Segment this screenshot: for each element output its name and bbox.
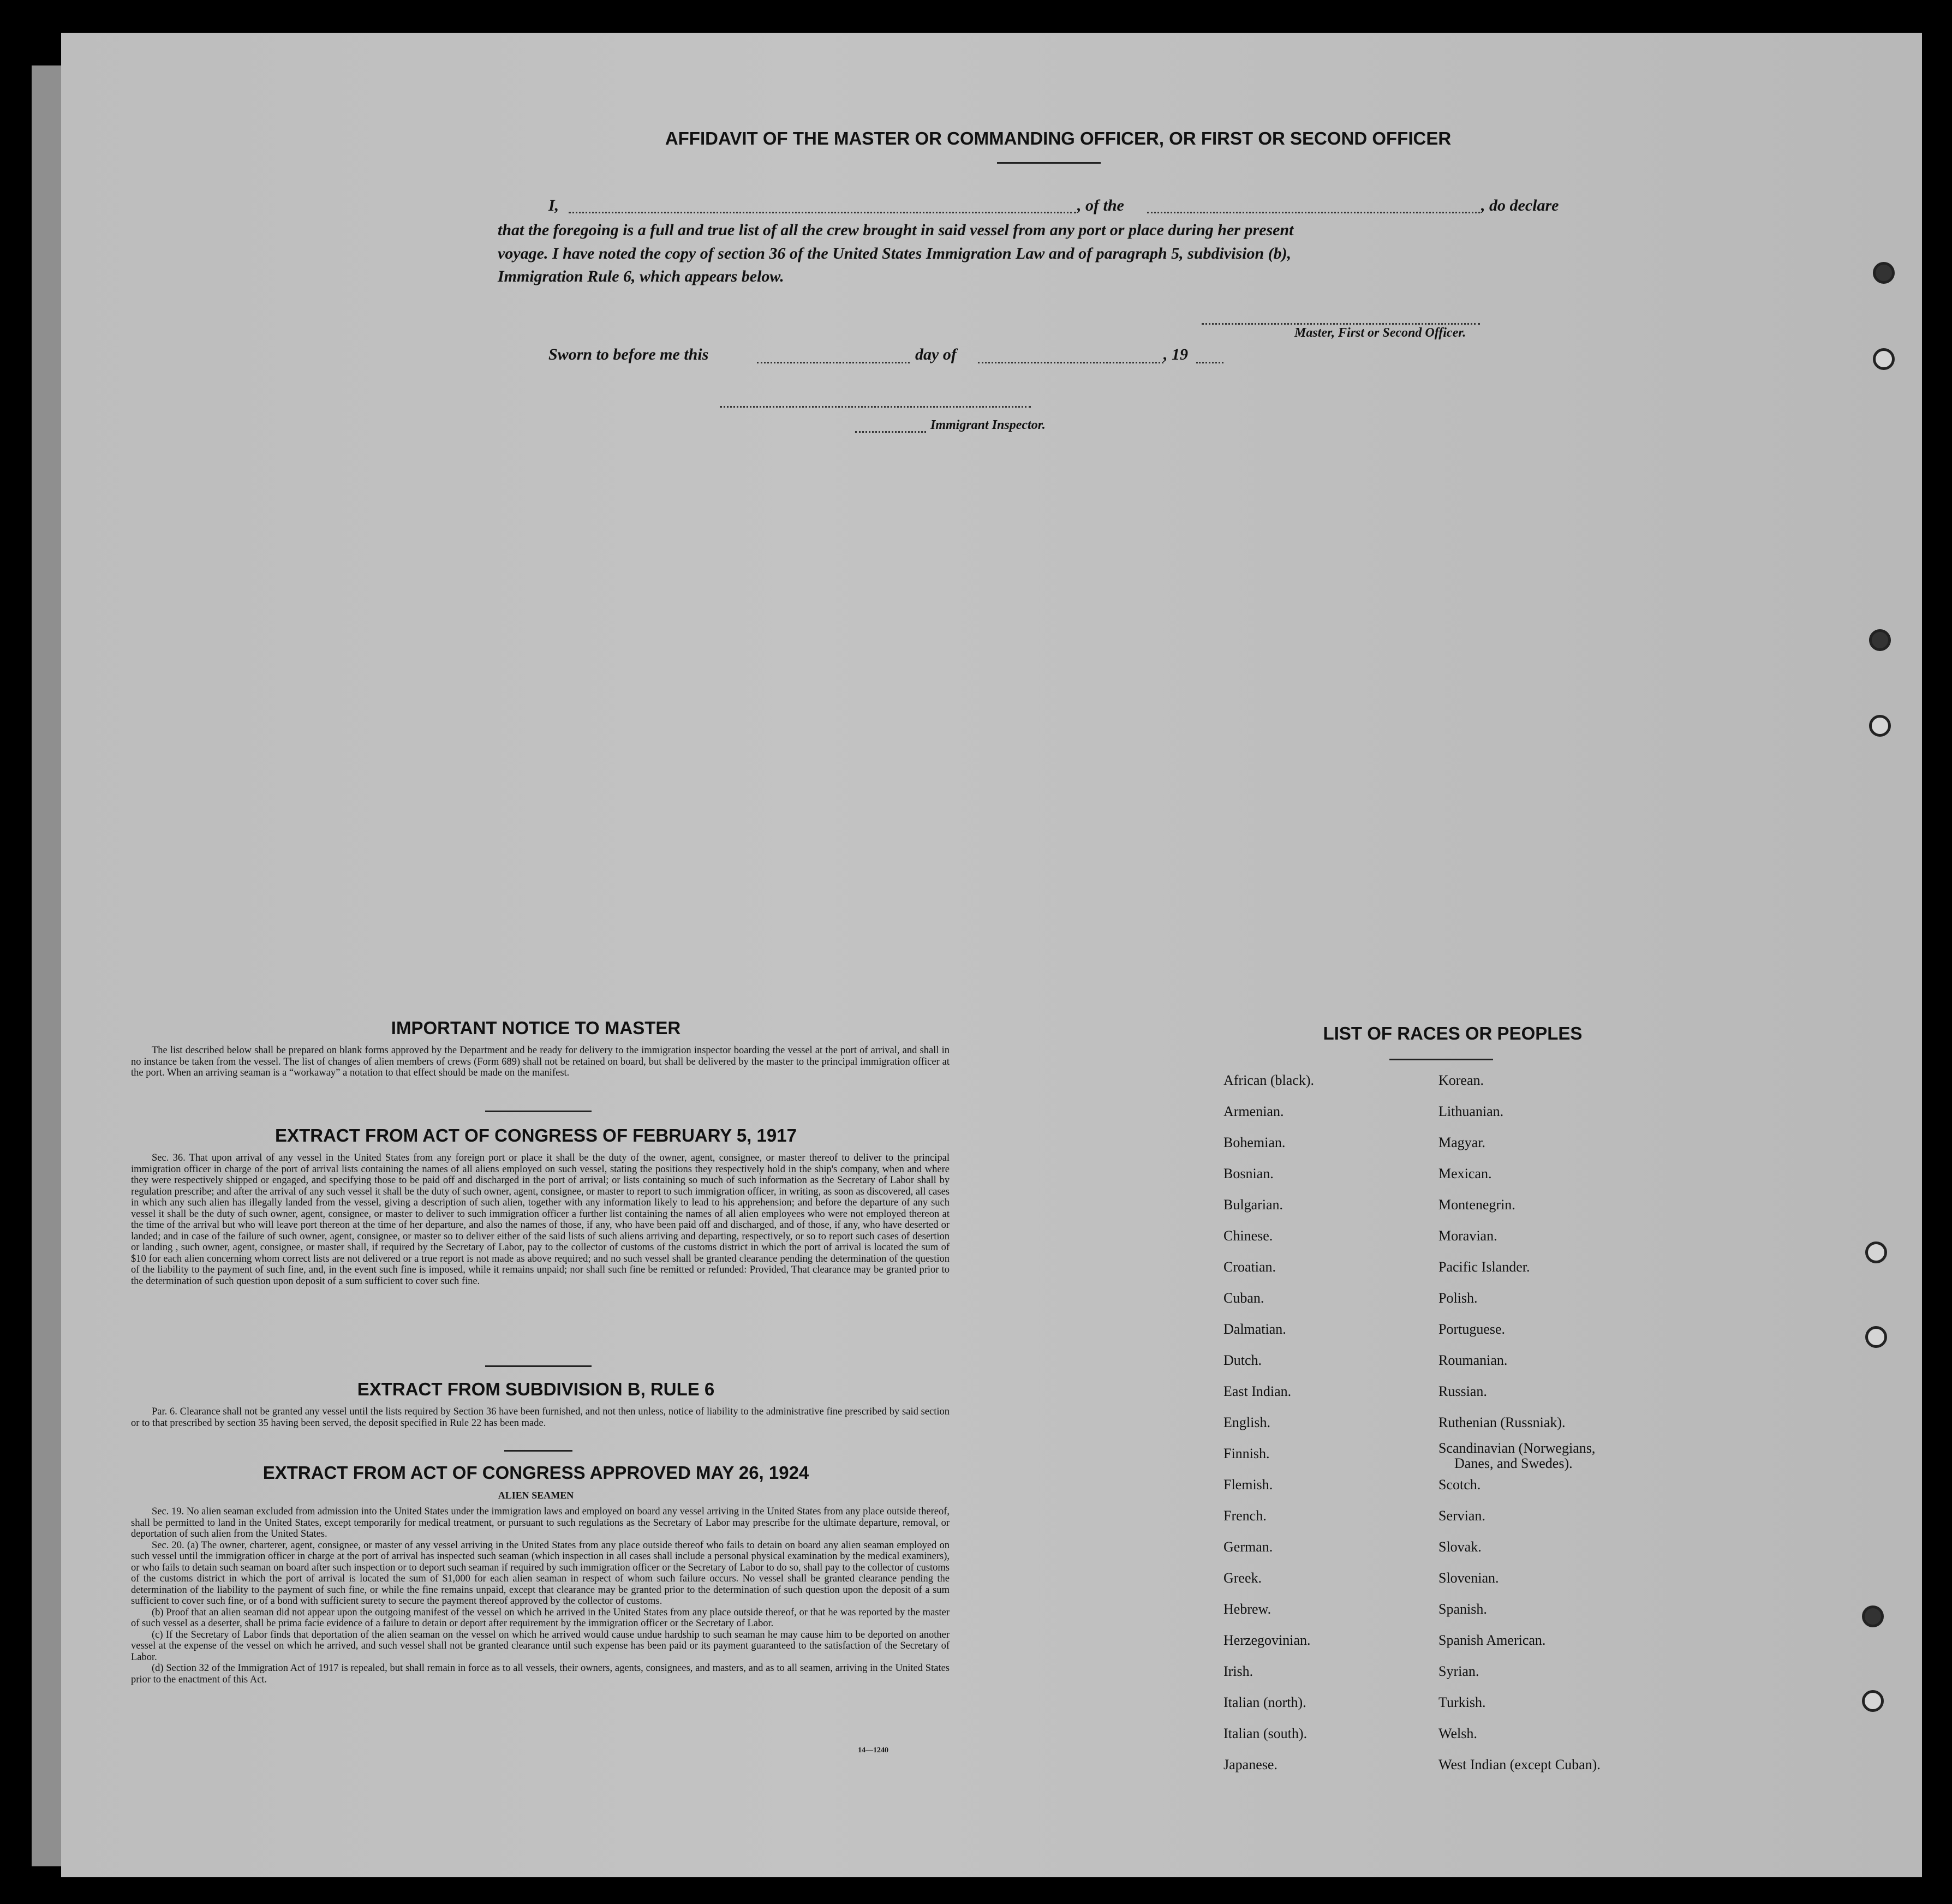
affidavit-line-2: voyage. I have noted the copy of section 36 of the United States Immigration Law and of paragraph 5, subdivision (b), xyxy=(498,244,1292,262)
race-item: Ruthenian (Russniak). xyxy=(1438,1414,1566,1430)
race-item: Korean. xyxy=(1438,1072,1484,1088)
race-item: Slovak. xyxy=(1438,1539,1482,1555)
race-item: Bulgarian. xyxy=(1223,1197,1284,1213)
race-item: East Indian. xyxy=(1223,1383,1292,1399)
page-edge-strip xyxy=(32,65,61,1866)
punch-hole xyxy=(1865,1326,1887,1348)
race-item: Servian. xyxy=(1438,1508,1485,1524)
punch-hole xyxy=(1869,629,1891,651)
notice-text xyxy=(131,1045,950,1079)
sec-20c-paragraph: (c) If the Secretary of Labor finds that deportation of the alien seaman on the vessel on which he arrived would cause undue hardship to such seaman he may cause him to be deported on another vessel at the expense of the vessel on which he arrived, and such vessel shall not be granted clearance until such expense has been paid or its payment guaranteed to the satisfaction of the Secretary of Labor. xyxy=(131,1629,950,1663)
extract-1917-divider xyxy=(485,1365,592,1367)
race-item: Japanese. xyxy=(1223,1757,1278,1772)
name-line[interactable] xyxy=(569,212,1076,213)
race-item: Chinese. xyxy=(1223,1228,1273,1244)
race-item: Dutch. xyxy=(1223,1352,1262,1368)
notice-paragraph: The list described below shall be prepared on blank forms approved by the Department and be ready for delivery to the immigration inspector boarding the vessel at the port of arrival, and shall in no instance be taken from the vessel. The list of changes of alien members of crews (Form 689) shall not be retained on board, but shall be delivered by the master to the principal immigration officer at the port. When an arriving seaman is a “workaway” a notation to that effect should be made on the manifest. xyxy=(131,1045,950,1078)
title-underline xyxy=(997,162,1101,164)
form-sheet xyxy=(61,33,1922,1877)
race-item: English. xyxy=(1223,1414,1270,1430)
race-item: Scandinavian (Norwegians, xyxy=(1438,1440,1596,1456)
race-item: Lithuanian. xyxy=(1438,1103,1504,1119)
race-item: Flemish. xyxy=(1223,1477,1273,1493)
race-item: Syrian. xyxy=(1438,1663,1479,1679)
race-item: Portuguese. xyxy=(1438,1321,1506,1337)
race-item: Montenegrin. xyxy=(1438,1197,1515,1213)
race-item: Polish. xyxy=(1438,1290,1478,1306)
race-item: Armenian. xyxy=(1223,1103,1284,1119)
race-item: Finnish. xyxy=(1223,1446,1270,1461)
race-item: West Indian (except Cuban). xyxy=(1438,1757,1601,1772)
affidavit-title: AFFIDAVIT OF THE MASTER OR COMMANDING OFFICER, OR FIRST OR SECOND OFFICER xyxy=(665,128,1452,148)
alien-seamen-subtitle: ALIEN SEAMEN xyxy=(498,1490,574,1501)
punch-hole xyxy=(1862,1605,1884,1627)
par-6-paragraph: Par. 6. Clearance shall not be granted any vessel until the lists required by Section 36 have been furnished, and not then unless, notice of liability to the administrative fine prescribed by said section or to that prescribed by section 35 having been served, the deposit specified in Rule 22 has been made. xyxy=(131,1406,950,1429)
extract-1917-text xyxy=(131,1153,950,1287)
race-item: Spanish. xyxy=(1438,1601,1487,1617)
race-item: Bohemian. xyxy=(1223,1135,1286,1150)
extract-1924-text xyxy=(131,1506,950,1685)
sworn-day-line[interactable] xyxy=(757,362,910,363)
sworn-month-line[interactable] xyxy=(978,362,1163,363)
sec-19-paragraph: Sec. 19. No alien seaman excluded from admission into the United States under the immigration laws and employed on board any vessel arriving in the United States from any place outside thereof, shall be permitted to land in the United States, except temporarily for medical treatment, or pursuant to such regulations as the Secretary of Labor may prescribe for the ultimate departure, removal, or deportation of such alien from the United States. xyxy=(131,1506,950,1539)
day-of-label: day of xyxy=(915,345,957,363)
race-item: Moravian. xyxy=(1438,1228,1497,1244)
race-item: Greek. xyxy=(1223,1570,1262,1586)
sworn-label: Sworn to before me this xyxy=(548,345,709,363)
race-item: Bosnian. xyxy=(1223,1166,1274,1181)
race-item: Danes, and Swedes). xyxy=(1454,1455,1573,1471)
year-label: , 19 xyxy=(1163,345,1188,363)
year-line[interactable] xyxy=(1196,362,1223,363)
notice-title: IMPORTANT NOTICE TO MASTER xyxy=(391,1018,681,1038)
race-item: Hebrew. xyxy=(1223,1601,1272,1617)
vessel-line[interactable] xyxy=(1147,212,1480,213)
extract-1924-title: EXTRACT FROM ACT OF CONGRESS APPROVED MAY 26, 1924 xyxy=(262,1463,809,1483)
extract-1917-title: EXTRACT FROM ACT OF CONGRESS OF FEBRUARY 5, 1917 xyxy=(275,1125,797,1145)
inspector-label: Immigrant Inspector. xyxy=(930,418,1046,432)
race-item: Italian (north). xyxy=(1223,1694,1306,1710)
race-item: Scotch. xyxy=(1438,1477,1481,1493)
punch-hole xyxy=(1869,715,1891,737)
race-item: Croatian. xyxy=(1223,1259,1276,1275)
punch-hole xyxy=(1873,348,1895,370)
race-item: Herzegovinian. xyxy=(1223,1632,1311,1648)
punch-hole xyxy=(1873,262,1895,284)
signature-line[interactable] xyxy=(1202,323,1480,325)
punch-hole xyxy=(1862,1690,1884,1712)
race-item: Russian. xyxy=(1438,1383,1487,1399)
race-item: French. xyxy=(1223,1508,1267,1524)
sec-20b-paragraph: (b) Proof that an alien seaman did not appear upon the outgoing manifest of the vessel on which he arrived in the United States from any place outside thereof, or that he was reported by the master of such vessel as a deserter, shall be prima facie evidence of a failure to detain or deport after requirement by the immigration officer or the Secretary of Labor. xyxy=(131,1607,950,1629)
race-item: Roumanian. xyxy=(1438,1352,1508,1368)
race-item: German. xyxy=(1223,1539,1273,1555)
race-item: Slovenian. xyxy=(1438,1570,1499,1586)
notice-divider xyxy=(485,1111,592,1112)
extract-rule6-divider xyxy=(504,1450,572,1452)
race-item: Magyar. xyxy=(1438,1135,1485,1150)
race-item: Cuban. xyxy=(1223,1290,1264,1306)
race-item: Irish. xyxy=(1223,1663,1253,1679)
races-underline xyxy=(1389,1059,1493,1060)
form-number: 14—1240 xyxy=(858,1746,888,1754)
inspector-signature-line[interactable] xyxy=(720,406,1031,408)
affidavit-of-the: , of the xyxy=(1077,196,1124,214)
race-item: Italian (south). xyxy=(1223,1726,1308,1741)
inspector-name-line[interactable] xyxy=(855,431,926,433)
affidavit-do-declare: , do declare xyxy=(1481,196,1559,214)
race-item: Mexican. xyxy=(1438,1166,1492,1181)
extract-rule6-text xyxy=(131,1406,950,1429)
affidavit-line-1: that the foregoing is a full and true list of all the crew brought in said vessel from any port or place during her present xyxy=(498,221,1294,239)
race-item: Spanish American. xyxy=(1438,1632,1546,1648)
race-item: Dalmatian. xyxy=(1223,1321,1286,1337)
affidavit-i: I, xyxy=(548,196,559,214)
race-item: Pacific Islander. xyxy=(1438,1259,1530,1275)
races-title: LIST OF RACES OR PEOPLES xyxy=(1323,1023,1583,1043)
extract-rule6-title: EXTRACT FROM SUBDIVISION B, RULE 6 xyxy=(357,1379,715,1399)
race-item: Welsh. xyxy=(1438,1726,1477,1741)
race-item: African (black). xyxy=(1223,1072,1315,1088)
affidavit-line-3: Immigration Rule 6, which appears below. xyxy=(498,267,784,285)
sec-20d-paragraph: (d) Section 32 of the Immigration Act of 1917 is repealed, but shall remain in force as to all vessels, their owners, agents, consignees, and masters, and as to all seamen, arriving in the United States prior to the enactment of this Act. xyxy=(131,1663,950,1685)
section-36-paragraph: Sec. 36. That upon arrival of any vessel in the United States from any foreign port or place it shall be the duty of the owner, agent, consignee, or master thereof to deliver to the principal immigration officer in charge of the port of arrival lists containing the names of all aliens employed on such vessel, stating the positions they respectively hold in the ship's company, when and where they were respectively shipped or engaged, and specifying those to be paid off and discharged in the port of arrival; or lists containing so much of such information as the Secretary of Labor shall by regulation prescribe; and after the arrival of any such vessel it shall be the duty of such owner, agent, consignee, or master to report to such immigration officer, in writing, as soon as discovered, all cases in which any such alien has illegally landed from the vessel, giving a description of such alien, together with any information likely to lead to his apprehension; and before the departure of any such vessel it shall be the duty of such owner, agent, consignee, or master to deliver to such immigration officer a further list containing the names of all alien employees who were not employed thereon at the time of the arrival but who will leave port thereon at the time of her departure, and also the names of those, if any, who have been paid off and discharged, and of those, if any, who have deserted or landed; and in case of the failure of such owner, agent, consignee, or master so to deliver either of the said lists of such aliens arriving and departing, respectively, or so to report such cases of desertion or landing , such owner, agent, consignee, or master shall, if required by the Secretary of Labor, pay to the collector of customs of the customs district in which the port of arrival is located the sum of $10 for each alien concerning whom correct lists are not delivered or a true report is not made as above required; and no such vessel shall be granted clearance pending the determination of the question of the liability to the payment of such fine, and, in the event such fine is imposed, while it remains unpaid; nor shall such fine be remitted or refunded: Provided, That clearance may be granted prior to the determination of such question upon deposit of a sum sufficient to cover such fine. xyxy=(131,1153,950,1287)
signature-label: Master, First or Second Officer. xyxy=(1294,326,1466,340)
sec-20a-paragraph: Sec. 20. (a) The owner, charterer, agent, consignee, or master of any vessel arriving in the United States from any place outside thereof who fails to detain on board any alien seaman employed on such vessel until the immigration officer in charge at the port of arrival has inspected such seaman (which inspection in all cases shall include a personal physical examination by the medical examiners), or who fails to detain such seaman on board after such inspection or to deport such seaman if required by such immigration officer or the Secretary of Labor to do so, shall pay to the collector of customs of the customs district in which the port of arrival is located the sum of $1,000 for each alien seaman in respect of whom such failure occurs. No vessel shall be granted clearance pending the determination of the liability to the payment of such fine, or while the fine remains unpaid, except that clearance may be granted prior to the determination of such question upon the deposit of a sum sufficient to cover such fine, or of a bond with sufficient surety to secure the payment thereof approved by the collector of customs. xyxy=(131,1539,950,1607)
punch-hole xyxy=(1865,1242,1887,1263)
race-item: Turkish. xyxy=(1438,1694,1486,1710)
